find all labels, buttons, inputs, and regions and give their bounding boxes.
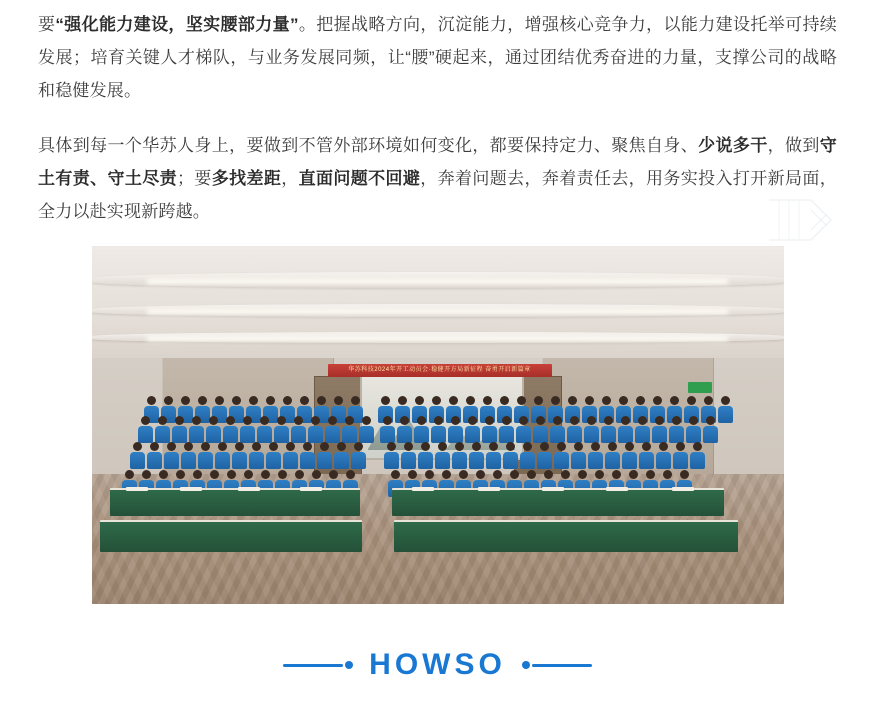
conference-table bbox=[100, 520, 362, 552]
footer-decoration-left bbox=[283, 661, 355, 669]
paragraph-two-text-5: ；要 bbox=[176, 169, 212, 188]
conference-table bbox=[394, 520, 738, 552]
paragraph-one bbox=[38, 8, 837, 107]
logo-dot-right-icon bbox=[522, 661, 530, 669]
footer-decoration-right bbox=[520, 661, 592, 669]
paragraph-two-text-1: 具体到每一个华苏人身上，要做到不管外部环境如何变化，都要保持定力、聚焦自身、 bbox=[38, 136, 699, 155]
paragraph-two-text-3: ，做到 bbox=[767, 136, 820, 155]
conference-table bbox=[392, 488, 724, 516]
paragraph-two-text-6: 多找差距 bbox=[211, 169, 282, 188]
audience-row bbox=[384, 442, 705, 469]
brand-footer bbox=[38, 634, 837, 696]
exit-sign-icon bbox=[688, 382, 712, 393]
photo-ceiling bbox=[92, 246, 784, 364]
brand-logo-text: HOWSO bbox=[369, 648, 506, 681]
photo-banner-text: 华苏科技2024年开工动员会·稳健开方局新征程 奋勇开启新篇章 bbox=[328, 364, 552, 377]
audience-row bbox=[138, 416, 374, 443]
article-photo-container bbox=[92, 246, 784, 604]
logo-line-left-icon bbox=[283, 664, 343, 667]
conference-table bbox=[110, 488, 360, 516]
paragraph-two-text-8: 直面问题不回避 bbox=[298, 169, 421, 188]
paragraph-one-text-2: “强化能力建设，坚实腰部力量” bbox=[55, 15, 299, 34]
conference-photo bbox=[92, 246, 784, 604]
audience-row bbox=[130, 442, 366, 469]
logo-dot-left-icon bbox=[345, 661, 353, 669]
paragraph-two-text-2: 少说多干 bbox=[698, 136, 768, 155]
paragraph-one-text-3: 。把握战略方向，沉淀能力，增强核心竞争力，以能力建设托举可持续发展；培育关键人才梯队，与业务发展同频，让“腰”硬起来，通过团结优秀奋进的力量，支撑公司的战略和稳健发展。 bbox=[38, 15, 838, 100]
paragraph-two-text-7: ， bbox=[281, 169, 299, 188]
photo-audience bbox=[92, 396, 784, 546]
paragraph-two-text-4: 守土有责、守土尽责 bbox=[38, 136, 837, 188]
paragraph-one-text-1: 要 bbox=[38, 15, 56, 34]
logo-line-right-icon bbox=[532, 664, 592, 667]
paragraph-two bbox=[38, 129, 837, 228]
audience-row bbox=[380, 416, 718, 443]
paragraph-two-text-9: ，奔着问题去，奔着责任去，用务实投入打开新局面，全力以赴实现新跨越。 bbox=[38, 169, 837, 221]
